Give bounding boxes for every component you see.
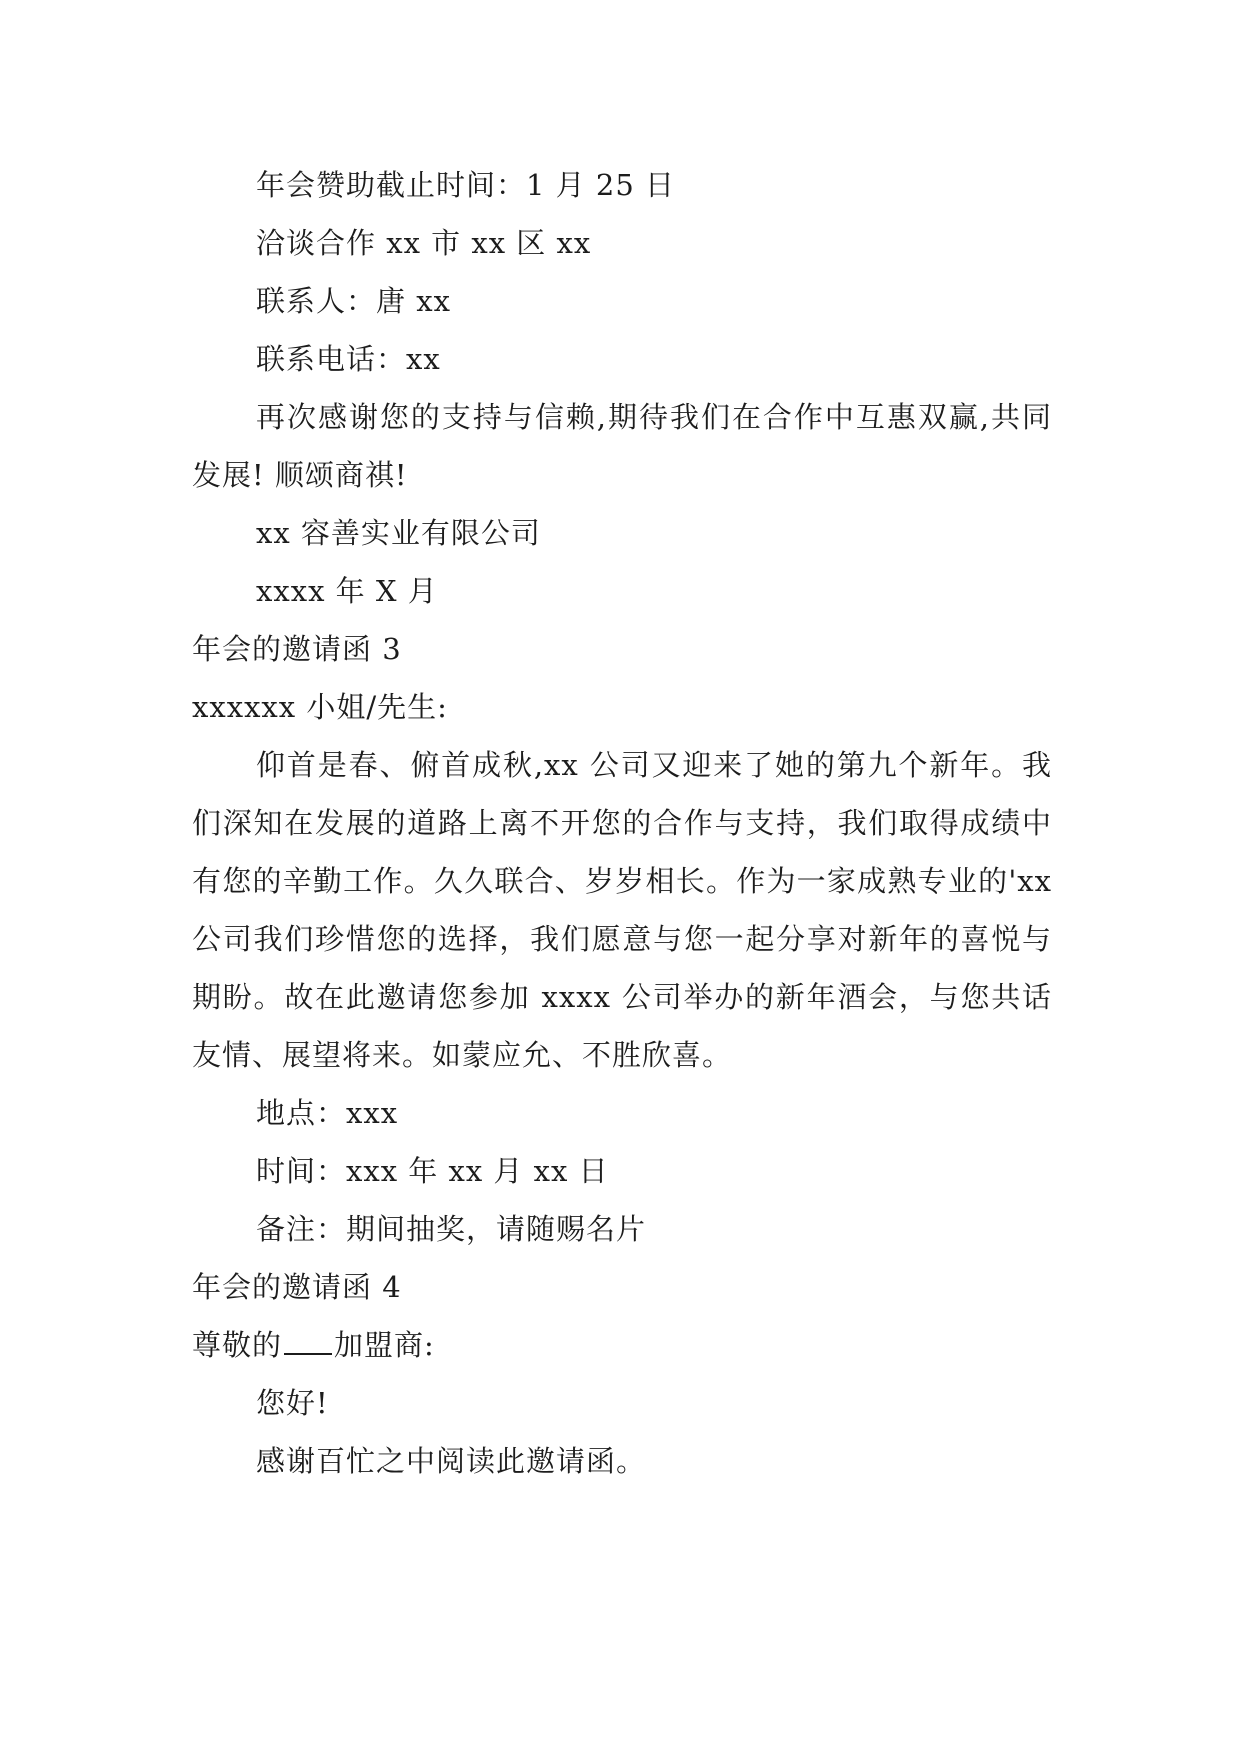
section3-heading: 年会的邀请函 3 — [192, 632, 402, 666]
salutation-prefix: 尊敬的 — [192, 1328, 283, 1362]
section4-greeting: 您好! — [256, 1386, 329, 1420]
document-page — [192, 156, 1052, 1490]
company-name: xx 容善实业有限公司 — [256, 516, 541, 550]
section3-time: 时间：xxx 年 xx 月 xx 日 — [256, 1154, 609, 1188]
fill-in-blank — [284, 1329, 332, 1355]
thanks-paragraph: 再次感谢您的支持与信赖,期待我们在合作中互惠双赢,共同发展! 顺颂商祺! — [192, 400, 1052, 492]
section3-body: 仰首是春、俯首成秋,xx 公司又迎来了她的第九个新年。我们深知在发展的道路上离不开您的合作与支持，我们取得成绩中有您的辛勤工作。久久联合、岁岁相长。作为一家成熟专业的'xx 公司我们珍惜您的选择，我们愿意与您一起分享对新年的喜悦与期盼。故在此邀请您参加 xxxx 公司举办的新年酒会，与您共话友情、展望将来。如蒙应允、不胜欣喜。 — [192, 748, 1052, 1072]
letter-date: xxxx 年 X 月 — [256, 574, 438, 608]
section4-salutation — [192, 1316, 1052, 1374]
sponsorship-deadline: 年会赞助截止时间：1 月 25 日 — [256, 168, 676, 202]
contact-phone: 联系电话：xx — [256, 342, 441, 376]
section3-salutation: xxxxxx 小姐/先生: — [192, 690, 448, 724]
section4-heading: 年会的邀请函 4 — [192, 1270, 402, 1304]
negotiation-address: 洽谈合作 xx 市 xx 区 xx — [256, 226, 592, 260]
contact-person: 联系人：唐 xx — [256, 284, 451, 318]
salutation-suffix: 加盟商: — [334, 1328, 435, 1362]
section3-note: 备注：期间抽奖，请随赐名片 — [256, 1212, 647, 1246]
section3-location: 地点：xxx — [256, 1096, 399, 1130]
section4-line1: 感谢百忙之中阅读此邀请函。 — [256, 1444, 647, 1478]
